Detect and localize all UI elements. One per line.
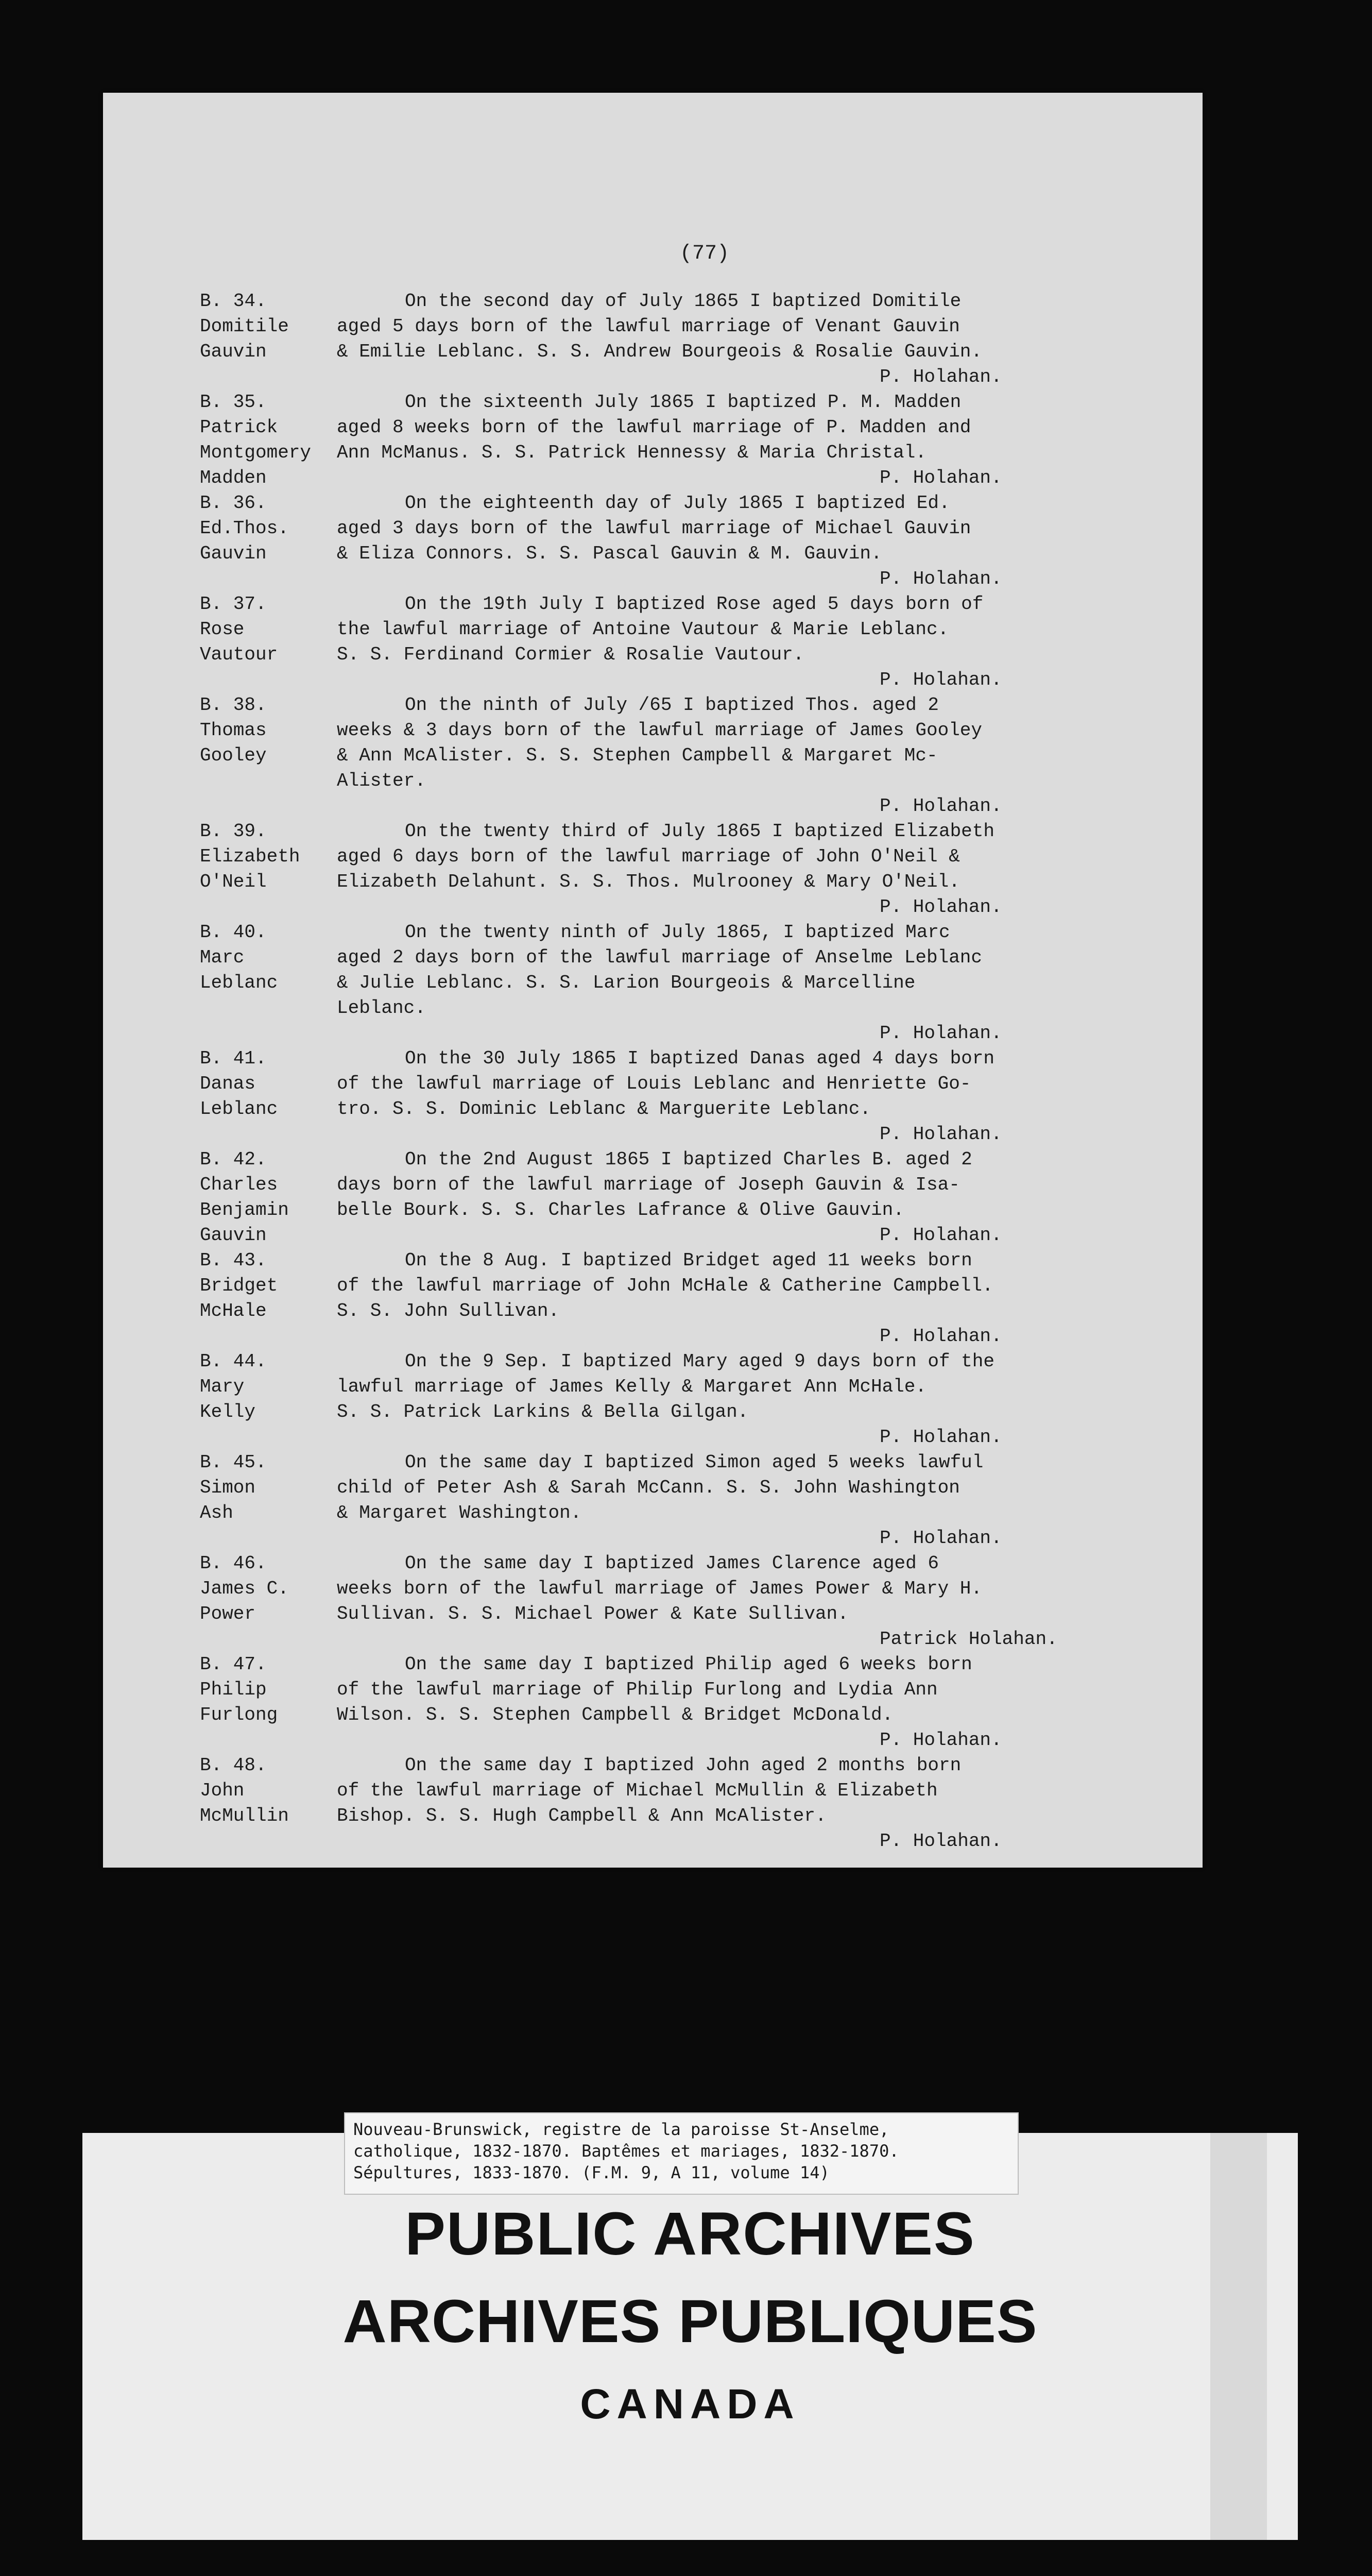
entry-label: B. 47. Philip Furlong: [200, 1654, 278, 1725]
entry-signature: P. Holahan.: [880, 1326, 1002, 1347]
entry-label: B. 36. Ed.Thos. Gauvin: [200, 493, 289, 564]
archive-country: CANADA: [580, 2381, 800, 2428]
entry-signature: P. Holahan.: [880, 568, 1002, 589]
baptism-entry: [200, 1652, 1178, 1753]
entry-text: On the same day I baptized Simon aged 5 weeks lawful child of Peter Ash & Sarah McCann. S. S. John Washington & Margaret Washington.: [337, 1452, 984, 1523]
entry-text: On the same day I baptized John aged 2 months born of the lawful marriage of Michael McMullin & Elizabeth Bishop. S. S. Hugh Campbell & Ann McAlister.: [337, 1755, 962, 1826]
baptism-entry: [200, 1046, 1178, 1147]
entry-signature: P. Holahan.: [880, 1124, 1002, 1145]
baptism-entry: [200, 1349, 1178, 1450]
archive-title-french: ARCHIVES PUBLIQUES: [342, 2287, 1038, 2355]
entry-text: On the sixteenth July 1865 I baptized P. M. Madden aged 8 weeks born of the lawful marriage of P. Madden and Ann McManus. S. S. Patrick Hennessy & Maria Christal.: [337, 392, 971, 463]
entry-label: B. 37. Rose Vautour: [200, 594, 278, 665]
entry-text: On the 30 July 1865 I baptized Danas aged 4 days born of the lawful marriage of Louis Leblanc and Henriette Go- tro. S. S. Dominic Leblanc & Marguerite Leblanc.: [337, 1048, 994, 1120]
baptism-entry: [200, 920, 1178, 1046]
entry-signature: P. Holahan.: [880, 1023, 1002, 1044]
baptism-entry: [200, 1753, 1178, 1854]
baptism-entry: [200, 1147, 1178, 1248]
entry-signature: P. Holahan.: [880, 467, 1002, 488]
baptism-entry: [200, 819, 1178, 920]
entry-text: On the same day I baptized James Clarence aged 6 weeks born of the lawful marriage of James Power & Mary H. Sullivan. S. S. Michael Power & Kate Sullivan.: [337, 1553, 983, 1624]
entry-label: B. 42. Charles Benjamin Gauvin: [200, 1149, 289, 1246]
entry-label: B. 44. Mary Kelly: [200, 1351, 267, 1422]
archive-reference-label: Nouveau-Brunswick, registre de la paroisse St-Anselme, catholique, 1832-1870. Baptêmes et mariages, 1832-1870. Sépultures, 1833-1870. (F.M. 9, A 11, volume 14): [344, 2112, 1019, 2195]
baptism-entry: [200, 490, 1178, 591]
baptism-entry: [200, 389, 1178, 490]
entry-signature: P. Holahan.: [880, 1831, 1002, 1852]
entry-label: B. 39. Elizabeth O'Neil: [200, 821, 300, 892]
entry-signature: P. Holahan.: [880, 896, 1002, 918]
baptism-entry: [200, 692, 1178, 819]
entry-label: B. 43. Bridget McHale: [200, 1250, 278, 1321]
archive-title-english: PUBLIC ARCHIVES: [405, 2200, 975, 2268]
entry-signature: P. Holahan.: [880, 795, 1002, 817]
entry-text: On the 9 Sep. I baptized Mary aged 9 days born of the lawful marriage of James Kelly & Margaret Ann McHale. S. S. Patrick Larkins & Bella Gilgan.: [337, 1351, 994, 1422]
baptism-entry: [200, 1450, 1178, 1551]
entry-signature: P. Holahan.: [880, 1730, 1002, 1751]
entry-text: On the ninth of July /65 I baptized Thos. aged 2 weeks & 3 days born of the lawful marriage of James Gooley & Ann McAlister. S. S. Stephen Campbell & Margaret Mc- Alister.: [337, 694, 983, 791]
entry-signature: Patrick Holahan.: [880, 1629, 1058, 1650]
entry-signature: P. Holahan.: [880, 669, 1002, 690]
baptism-entry: [200, 289, 1178, 389]
entry-signature: P. Holahan.: [880, 366, 1002, 387]
entry-text: On the 8 Aug. I baptized Bridget aged 11 weeks born of the lawful marriage of John McHale & Catherine Campbell. S. S. John Sullivan.: [337, 1250, 993, 1321]
entry-label: B. 41. Danas Leblanc: [200, 1048, 278, 1120]
entry-label: B. 45. Simon Ash: [200, 1452, 267, 1523]
baptism-entries: [200, 289, 1178, 1854]
entry-label: B. 48. John McMullin: [200, 1755, 289, 1826]
entry-signature: P. Holahan.: [880, 1427, 1002, 1448]
entry-label: B. 38. Thomas Gooley: [200, 694, 267, 766]
entry-text: On the 2nd August 1865 I baptized Charles B. aged 2 days born of the lawful marriage of Joseph Gauvin & Isa- belle Bourk. S. S. Charles Lafrance & Olive Gauvin.: [337, 1149, 972, 1221]
entry-label: B. 35. Patrick Montgomery Madden: [200, 392, 312, 488]
entry-label: B. 34. Domitile Gauvin: [200, 291, 289, 362]
entry-label: B. 40. Marc Leblanc: [200, 922, 278, 993]
baptism-entry: [200, 1551, 1178, 1652]
entry-text: On the 19th July I baptized Rose aged 5 days born of the lawful marriage of Antoine Vautour & Marie Leblanc. S. S. Ferdinand Cormier & Rosalie Vautour.: [337, 594, 984, 665]
entry-label: B. 46. James C. Power: [200, 1553, 289, 1624]
entry-text: On the eighteenth day of July 1865 I baptized Ed. aged 3 days born of the lawful marriage of Michael Gauvin & Eliza Connors. S. S. Pascal Gauvin & M. Gauvin.: [337, 493, 971, 564]
entry-text: On the twenty third of July 1865 I baptized Elizabeth aged 6 days born of the lawful marriage of John O'Neil & Elizabeth Delahunt. S. S. Thos. Mulrooney & Mary O'Neil.: [337, 821, 994, 892]
page-number: (77): [680, 242, 730, 265]
entry-signature: P. Holahan.: [880, 1528, 1002, 1549]
entry-text: On the twenty ninth of July 1865, I baptized Marc aged 2 days born of the lawful marriage of Anselme Leblanc & Julie Leblanc. S. S. Larion Bourgeois & Marcelline Leblanc.: [337, 922, 983, 1019]
entry-text: On the second day of July 1865 I baptized Domitile aged 5 days born of the lawful marriage of Venant Gauvin & Emilie Leblanc. S. S. Andrew Bourgeois & Rosalie Gauvin.: [337, 291, 983, 362]
baptism-entry: [200, 1248, 1178, 1349]
entry-signature: P. Holahan.: [880, 1225, 1002, 1246]
baptism-entry: [200, 591, 1178, 692]
entry-text: On the same day I baptized Philip aged 6 weeks born of the lawful marriage of Philip Furlong and Lydia Ann Wilson. S. S. Stephen Campbell & Bridget McDonald.: [337, 1654, 972, 1725]
